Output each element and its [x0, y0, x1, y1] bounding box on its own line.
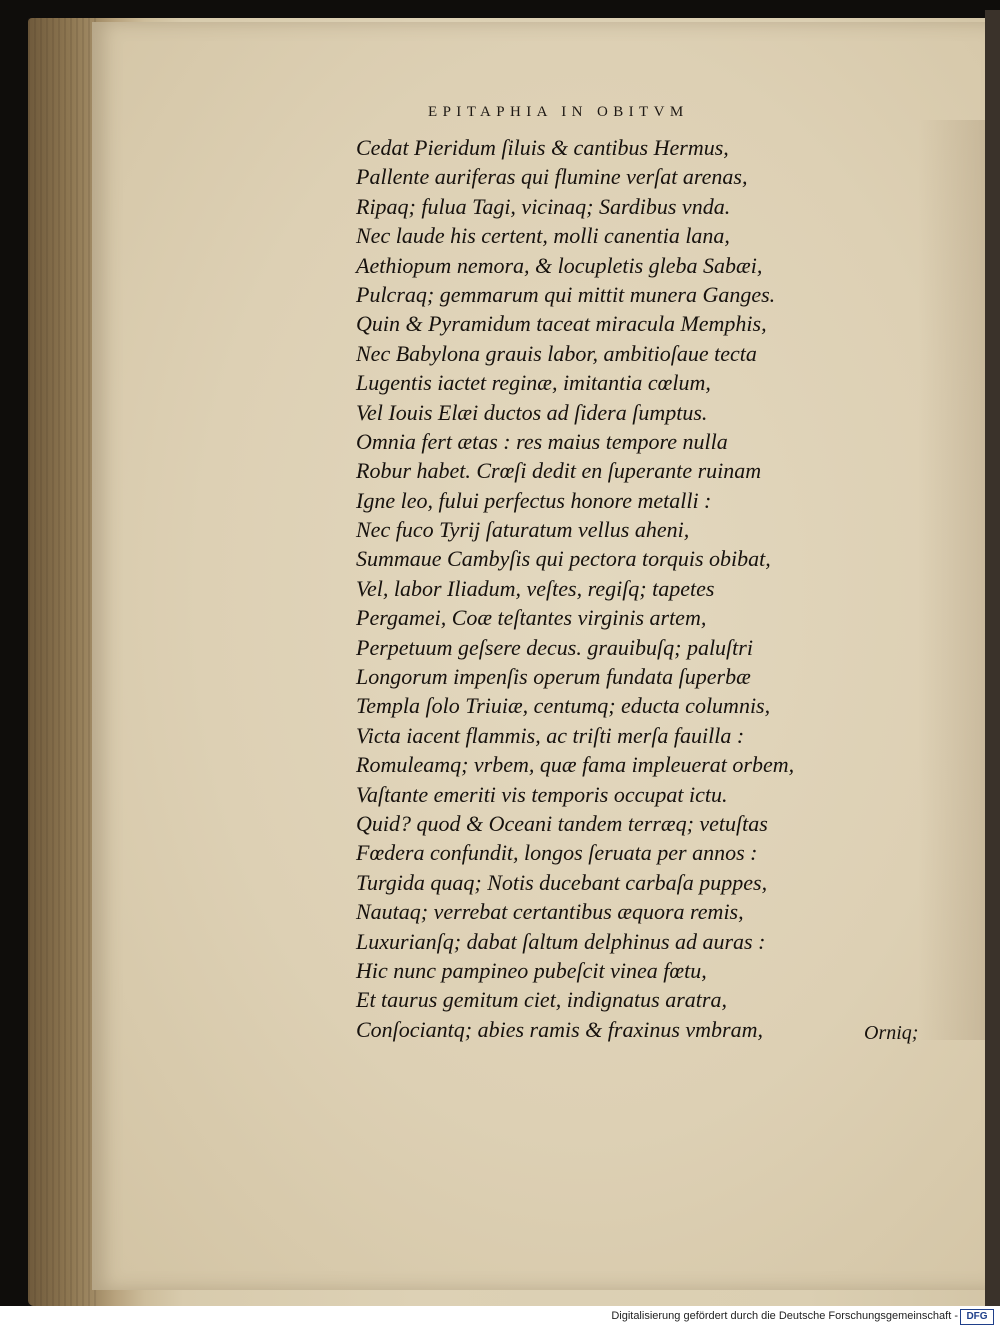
verse-line: Luxurianſq; dabat ſaltum delphinus ad auras :	[356, 928, 766, 954]
page-edges	[28, 18, 98, 1306]
verse-line: Vaſtante emeriti vis temporis occupat ictu.	[356, 781, 728, 807]
verse-line: Igne leo, fului perfectus honore metalli :	[356, 487, 712, 513]
verse-line: Perpetuum geſsere decus. grauibuſq; paluſtri	[356, 634, 753, 660]
verse-line: Romuleamq; vrbem, quæ fama impleuerat orbem,	[356, 752, 795, 778]
verse-line: Omnia fert ætas : res maius tempore nulla	[356, 428, 728, 454]
running-head: EPITAPHIA IN OBITVM	[428, 104, 689, 120]
verse-line: Summaue Cambyſis qui pectora torquis obibat,	[356, 546, 771, 572]
dfg-logo: DFG	[960, 1309, 994, 1325]
verse-line: Robur habet. Crœſi dedit en ſuperante ruinam	[356, 458, 762, 484]
catchword: Orniq;	[864, 1022, 919, 1044]
verse-line: Ripaq; fulua Tagi, vicinaq; Sardibus vnda.	[356, 193, 731, 219]
verse-line: Nautaq; verrebat certantibus æquora remis,	[356, 899, 744, 925]
verse-line: Vel Iouis Elæi ductos ad ſidera ſumptus.	[356, 399, 708, 425]
verse-line: Quid? quod & Oceani tandem terræq; vetuſtas	[356, 810, 768, 836]
verse-line: Nec Babylona grauis labor, ambitioſaue tecta	[356, 340, 757, 366]
verse-line: Fœdera confundit, longos ſeruata per annos :	[356, 840, 758, 866]
verse-line: Et taurus gemitum ciet, indignatus aratra,	[356, 987, 727, 1013]
verse-line: Pergamei, Coæ teſtantes virginis artem,	[356, 605, 707, 631]
verse-line: Quin & Pyramidum taceat miracula Memphis,	[356, 311, 767, 337]
verse-line: Lugentis iactet reginæ, imitantia cœlum,	[356, 370, 711, 396]
bleed-through-shadow	[918, 120, 988, 1040]
verse-line: Aethiopum nemora, & locupletis gleba Sabæi,	[356, 252, 763, 278]
verse-line: Conſociantq; abies ramis & fraxinus vmbram,	[356, 1016, 763, 1042]
verse-line: Templa ſolo Triuiæ, centumq; educta columnis,	[356, 693, 771, 719]
digitization-footer	[0, 1306, 1000, 1327]
verse-line: Turgida quaq; Notis ducebant carbaſa puppes,	[356, 869, 768, 895]
verse-line: Nec laude his certent, molli canentia lana,	[356, 223, 730, 249]
verse-line: Vel, labor Iliadum, veſtes, regiſq; tapetes	[356, 575, 715, 601]
right-binding-shadow	[985, 10, 1000, 1306]
verse-line: Victa iacent flammis, ac triſti merſa fauilla :	[356, 722, 745, 748]
verse-text	[356, 133, 919, 1044]
verse-line: Nec fuco Tyrij ſaturatum vellus aheni,	[356, 517, 690, 543]
verse-line: Pallente auriferas qui flumine verſat arenas,	[356, 164, 748, 190]
verse-line: Longorum impenſis operum fundata ſuperbæ	[356, 664, 751, 690]
verse-line: Cedat Pieridum ſiluis & cantibus Hermus,	[356, 135, 729, 160]
verse-line: Pulcraq; gemmarum qui mittit munera Ganges.	[356, 281, 776, 307]
verse-line: Hic nunc pampineo pubeſcit vinea fœtu,	[356, 957, 707, 983]
funding-credit: Digitalisierung gefördert durch die Deutsche Forschungsgemeinschaft -	[611, 1310, 958, 1322]
